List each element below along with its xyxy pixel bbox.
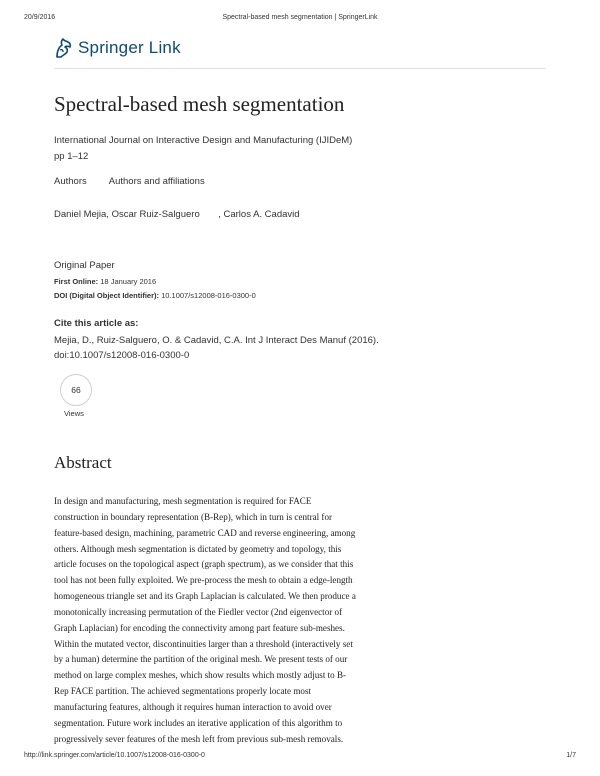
paper-type: Original Paper: [54, 260, 115, 271]
first-online: [54, 277, 156, 286]
cite-heading: Cite this article as:: [54, 318, 139, 329]
logo-suffix: Link: [148, 38, 181, 57]
author-link[interactable]: Carlos A. Cadavid: [223, 209, 300, 220]
citation-line: Mejia, D., Ruiz-Salguero, O. & Cadavid, C.A. Int J Interact Des Manuf (2016).: [54, 335, 379, 346]
print-header: [24, 14, 576, 26]
author-separator: ,: [218, 209, 224, 220]
print-footer: [24, 752, 576, 764]
citation-text: [54, 333, 379, 363]
abstract-line: Within the mutated vector, discontinuities larger than a threshold (interactively set: [54, 638, 353, 649]
author-tabs: [54, 176, 205, 187]
abstract-line: tool has not been fully exploited. We pre-process the mesh to obtain a edge-length: [54, 575, 353, 586]
doi-value[interactable]: 10.1007/s12008-016-0300-0: [161, 291, 256, 300]
abstract-line: article focuses on the topological aspect (graph spectrum), as we consider that this: [54, 559, 354, 570]
author-separator: ,: [106, 209, 112, 220]
header-divider: [54, 68, 546, 69]
first-online-value: 18 January 2016: [100, 277, 157, 286]
abstract-line: monotonically increasing permutation of the Fiedler vector (2nd eigenvector of: [54, 606, 343, 617]
tab-authors[interactable]: Authors: [54, 176, 87, 187]
article-title: Spectral-based mesh segmentation: [54, 92, 345, 116]
abstract-line: manufacturing features, although it requires human interaction to avoid over: [54, 701, 332, 712]
doi-label: DOI (Digital Object Identifier):: [54, 291, 160, 300]
author-gap: [200, 209, 218, 220]
abstract-heading: Abstract: [54, 453, 112, 472]
abstract-line: method on large complex meshes, which show results which mostly adjust to B-: [54, 670, 347, 681]
author-list: [54, 209, 300, 220]
abstract-line: Graph Laplacian) for encoding the connectivity among part feature sub-meshes.: [54, 622, 345, 633]
author-link[interactable]: Daniel Mejia: [54, 209, 107, 220]
print-date: 20/9/2016: [24, 14, 56, 21]
print-url: http://link.springer.com/article/10.1007/s12008-016-0300-0: [24, 752, 205, 759]
logo-brand: Springer: [78, 38, 144, 57]
abstract-line: In design and manufacturing, mesh segmentation is required for FACE: [54, 496, 312, 506]
abstract-line: feature-based design, machining, parametric CAD and reverse engineering, among: [54, 527, 356, 538]
views-label: Views: [64, 409, 84, 418]
abstract-line: others. Although mesh segmentation is dictated by geometry and topology, this: [54, 543, 342, 554]
abstract-line: segmentation. Future work includes an iterative application of this algorithm to: [54, 717, 343, 728]
page-range: pp 1–12: [54, 151, 89, 162]
journal-info: [54, 133, 352, 165]
first-online-label: First Online:: [54, 277, 99, 286]
abstract-line: progressively sever features of the mesh left from previous sub-mesh removals.: [54, 733, 344, 744]
doi: [54, 291, 256, 300]
abstract-line: construction in boundary representation (B-Rep), which in turn is central for: [54, 511, 333, 522]
springer-link-logo[interactable]: [54, 36, 181, 60]
springer-horse-icon: [54, 37, 74, 59]
author-link[interactable]: Oscar Ruiz-Salguero: [111, 209, 200, 220]
abstract-line: by a human) determine the partition of the original mesh. We present tests of our: [54, 654, 348, 665]
journal-link[interactable]: International Journal on Interactive Design and Manufacturing (IJIDeM): [54, 135, 353, 146]
abstract-line: homogeneous triangle set and its Graph Laplacian is calculated. We then produce a: [54, 591, 356, 602]
tab-authors-affiliations[interactable]: Authors and affiliations: [108, 176, 205, 187]
print-page-title: Spectral-based mesh segmentation | SpringerLink: [222, 14, 378, 21]
views-count-badge: 66: [60, 374, 92, 406]
citation-doi[interactable]: doi:10.1007/s12008-016-0300-0: [54, 350, 190, 361]
logo-text: [78, 38, 181, 58]
abstract-line: Rep FACE partition. The achieved segmentations properly locate most: [54, 686, 312, 697]
print-page-number: 1/7: [566, 752, 576, 759]
abstract-body: [54, 494, 434, 748]
